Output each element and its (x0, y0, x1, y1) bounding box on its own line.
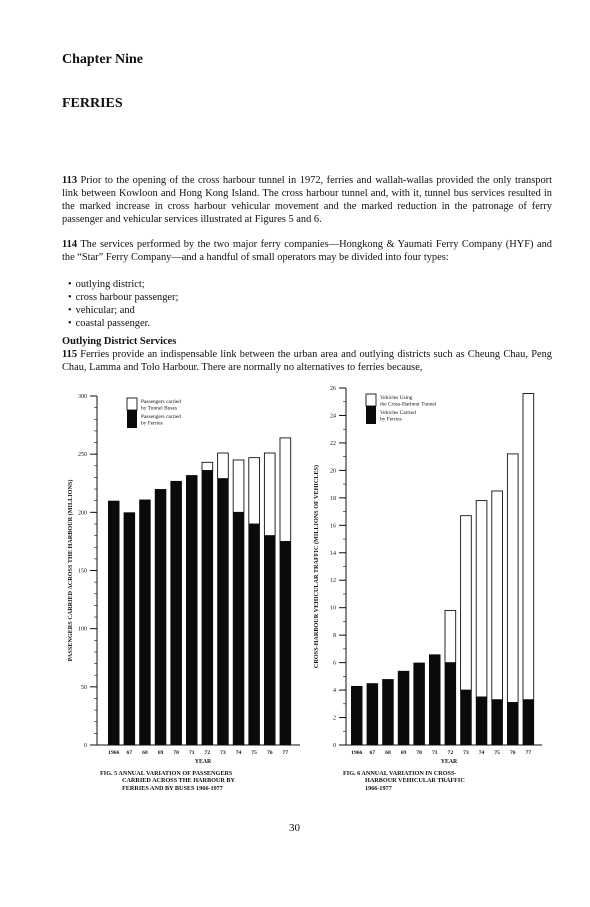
y-axis-label: CROSS-HARBOUR VEHICULAR TRAFFIC (MILLIONS OF VEHICLES) (313, 464, 320, 669)
y-axis-label: PASSENGERS CARRIED ACROSS THE HARBOUR (MILLIONS) (67, 479, 74, 662)
x-tick-label: 72 (204, 750, 211, 756)
x-tick-label: 71 (188, 750, 195, 756)
legend-label: by Ferries (380, 416, 402, 423)
y-tick-label: 100 (78, 626, 87, 633)
x-tick-label: 69 (157, 750, 164, 756)
paragraph-text: Ferries provide an indispensable link between the urban area and outlying districts such as Cheung Chau, Peng Chau, Lamma and Tolo Harbour. There are normally no alternatives to ferries because, (62, 349, 552, 373)
bar-ferries (248, 524, 260, 745)
x-tick-label: 75 (251, 750, 257, 756)
bar-ferries (413, 663, 425, 745)
page-title: FERRIES (62, 96, 123, 111)
section-heading: Outlying District Services (62, 336, 177, 347)
caption-line: FIG. 6 ANNUAL VARIATION IN CROSS- (343, 770, 457, 777)
y-tick-label: 12 (330, 578, 336, 585)
x-tick-label: 75 (494, 750, 500, 756)
y-tick-label: 16 (330, 523, 336, 530)
bar-tunnel (249, 458, 260, 524)
x-tick-label: 1966 (351, 750, 363, 756)
x-tick-label: 74 (478, 750, 485, 756)
paragraph-number: 115 (62, 349, 78, 360)
bar-ferries (170, 481, 182, 745)
y-tick-label: 200 (78, 510, 87, 517)
paragraph-text: Prior to the opening of the cross harbour tunnel in 1972, ferries and wallah-wallas provided the only transport link between Kowloon and Hong Kong Island. The cross harbour tunnel and, with it, tunnel bus services resulted in the marked increase in cross harbour vehicular movement and the marked reduction in the patronage of ferry passenger and vehicular services illustrated at Figures 5 and 6. (62, 175, 552, 225)
bar-tunnel (264, 453, 275, 536)
y-tick-label: 22 (330, 440, 336, 447)
bar-ferries (124, 512, 136, 745)
y-tick-label: 18 (330, 495, 336, 502)
x-tick-label: 67 (126, 750, 133, 756)
bar-tunnel (280, 438, 291, 542)
legend-label: Vehicles Using (380, 395, 413, 401)
bar-ferries (139, 500, 151, 745)
fig5-chart (67, 394, 300, 765)
x-tick-label: 77 (525, 750, 532, 756)
x-tick-label: 67 (369, 750, 376, 756)
paragraph-text: The services performed by the two major ferry companies—Hongkong & Yaumati Ferry Company (HYF) and the “Star” Ferry Company—and a handful of small operators may be divided into four types: (62, 239, 552, 263)
legend-swatch-tunnel (366, 394, 376, 406)
list-item: • coastal passenger. (62, 317, 178, 330)
x-tick-label: 73 (220, 750, 226, 756)
y-tick-label: 20 (330, 468, 336, 475)
bar-ferries (264, 536, 276, 745)
bar-ferries (523, 700, 535, 745)
bar-ferries (155, 489, 167, 745)
bar-ferries (507, 702, 519, 745)
y-tick-label: 4 (333, 688, 336, 695)
y-tick-label: 0 (333, 743, 336, 749)
x-tick-label: 69 (400, 750, 407, 756)
legend-swatch-tunnel (127, 398, 137, 410)
bar-tunnel (233, 460, 244, 512)
y-tick-label: 0 (84, 743, 87, 749)
x-tick-label: 72 (447, 750, 454, 756)
bar-ferries (460, 690, 472, 745)
x-tick-label: 76 (509, 750, 516, 756)
figure-5-caption (100, 770, 300, 792)
x-tick-label: 1966 (108, 750, 120, 756)
bar-ferries (367, 683, 379, 745)
bar-ferries (351, 686, 363, 745)
y-tick-label: 8 (333, 633, 336, 640)
bar-ferries (217, 479, 229, 745)
y-tick-label: 10 (330, 605, 336, 612)
caption-line: FERRIES AND BY BUSES 1966-1977 (122, 784, 223, 792)
x-tick-label: 70 (173, 750, 179, 756)
x-tick-label: 70 (416, 750, 422, 756)
bar-ferries (445, 663, 457, 745)
bar-tunnel (476, 501, 487, 697)
paragraph-number: 114 (62, 239, 78, 250)
caption-line: CARRIED ACROSS THE HARBOUR BY (122, 777, 235, 785)
y-tick-label: 14 (330, 550, 336, 557)
legend-label: the Cross-Harbour Tunnel (380, 401, 437, 408)
bar-tunnel (445, 610, 456, 662)
list-item: • outlying district; (62, 278, 178, 291)
x-tick-label: 74 (235, 750, 242, 756)
bar-ferries (398, 671, 410, 745)
bar-ferries (202, 470, 214, 745)
bar-ferries (280, 541, 292, 745)
y-tick-label: 150 (78, 568, 87, 575)
x-tick-label: 68 (142, 750, 148, 756)
caption-line: HARBOUR VEHICULAR TRAFFIC (365, 777, 465, 785)
x-axis-label: YEAR (194, 759, 212, 765)
bar-tunnel (523, 393, 534, 699)
bar-tunnel (461, 516, 472, 690)
list-item: • cross harbour passenger; (62, 291, 178, 304)
bar-tunnel (218, 453, 229, 479)
y-tick-label: 2 (333, 715, 336, 722)
x-tick-label: 77 (282, 750, 289, 756)
legend-label: by Tunnel Buses (141, 405, 177, 412)
paragraph-number: 113 (62, 175, 78, 186)
bar-ferries (382, 679, 394, 745)
y-tick-label: 50 (81, 684, 87, 691)
list-item: • vehicular; and (62, 304, 178, 317)
legend-label: by Ferries (141, 420, 163, 427)
x-tick-label: 68 (385, 750, 391, 756)
bar-ferries (429, 654, 441, 745)
bar-ferries (476, 697, 488, 745)
bar-ferries (491, 700, 503, 745)
legend-swatch-ferries (127, 410, 137, 428)
bar-tunnel (202, 462, 213, 470)
caption-line: 1966-1977 (365, 784, 392, 792)
bar-tunnel (492, 491, 503, 700)
bar-ferries (186, 475, 198, 745)
bar-ferries (233, 512, 245, 745)
legend-label: Vehicles Carried (380, 410, 416, 416)
x-axis-label: YEAR (440, 759, 458, 765)
x-tick-label: 76 (266, 750, 273, 756)
y-tick-label: 300 (78, 394, 87, 400)
chapter-heading: Chapter Nine (62, 52, 144, 67)
x-tick-label: 73 (463, 750, 469, 756)
x-tick-label: 71 (431, 750, 438, 756)
y-tick-label: 24 (330, 413, 336, 420)
caption-line: FIG. 5 ANNUAL VARIATION OF PASSENGERS (100, 770, 233, 777)
figure-6-caption (343, 770, 543, 792)
y-tick-label: 6 (333, 660, 336, 667)
legend-swatch-ferries (366, 406, 376, 424)
y-tick-label: 250 (78, 452, 87, 459)
page-number: 30 (289, 822, 300, 834)
y-tick-label: 26 (330, 386, 336, 392)
legend-label: Passengers carried (141, 399, 181, 405)
fig6-chart (313, 386, 542, 765)
bar-ferries (108, 501, 120, 745)
bar-tunnel (507, 454, 518, 703)
legend-label: Passengers carried (141, 414, 181, 420)
